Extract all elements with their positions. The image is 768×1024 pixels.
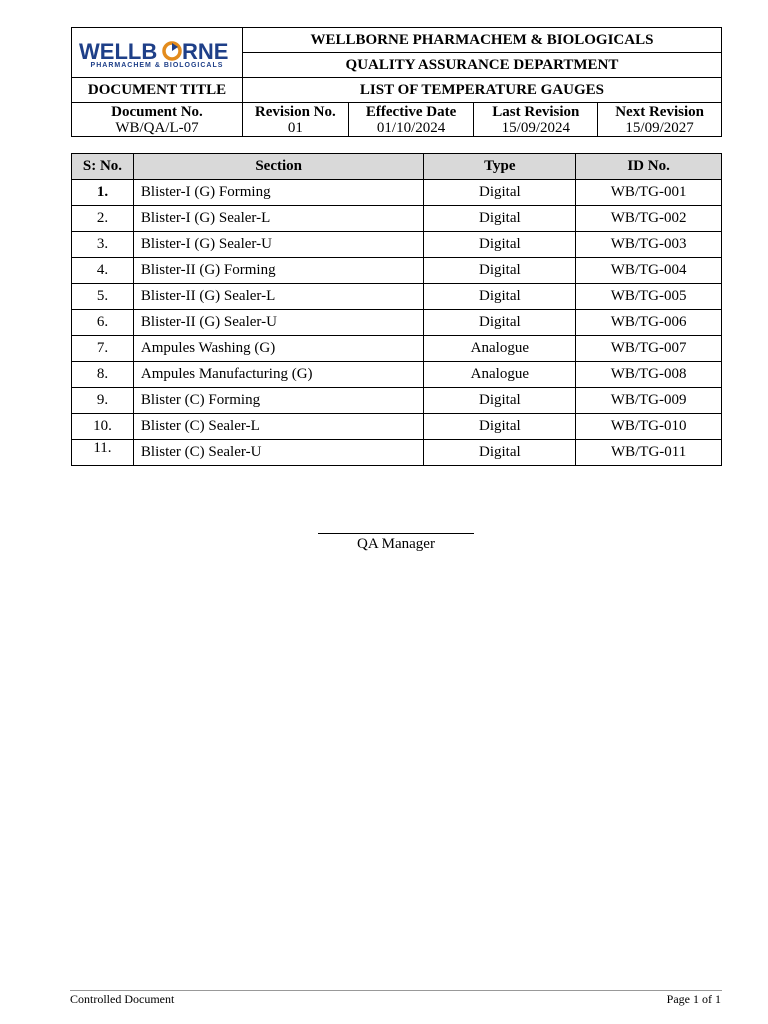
column-header-id: ID No.: [576, 154, 722, 180]
cell-section: Blister-I (G) Sealer-U: [133, 232, 424, 258]
cell-section: Blister-I (G) Sealer-L: [133, 206, 424, 232]
cell-section: Blister (C) Forming: [133, 388, 424, 414]
table-row: [72, 388, 722, 414]
meta-value: 01/10/2024: [376, 120, 446, 136]
table-row: [72, 362, 722, 388]
cell-id: WB/TG-001: [576, 180, 722, 206]
cell-type: Digital: [424, 180, 576, 206]
cell-sno: 1.: [72, 180, 134, 206]
cell-section: Ampules Washing (G): [133, 336, 424, 362]
meta-next-revision: [598, 103, 722, 137]
cell-id: WB/TG-006: [576, 310, 722, 336]
meta-label: Next Revision: [615, 104, 704, 120]
table-row: [72, 180, 722, 206]
footer-page-number: Page 1 of 1: [666, 992, 721, 1006]
cell-sno: 2.: [72, 206, 134, 232]
signature-block: [318, 520, 474, 553]
meta-value: 15/09/2027: [625, 120, 694, 136]
logo-brand-right: RNE: [181, 38, 229, 64]
meta-last-revision: [474, 103, 598, 137]
meta-revision-no: [242, 103, 348, 137]
cell-section: Blister-II (G) Sealer-L: [133, 284, 424, 310]
cell-sno-text: 11.: [93, 440, 112, 456]
cell-type: Analogue: [424, 336, 576, 362]
meta-effective-date: [348, 103, 474, 137]
table-header-row: [72, 154, 722, 180]
cell-sno: 8.: [72, 362, 134, 388]
footer-controlled-document: Controlled Document: [70, 992, 175, 1006]
table-row: [72, 336, 722, 362]
column-header-sno: S: No.: [72, 154, 134, 180]
cell-id: WB/TG-009: [576, 388, 722, 414]
document-title: LIST OF TEMPERATURE GAUGES: [242, 78, 721, 103]
cell-section: Blister-II (G) Forming: [133, 258, 424, 284]
table-row: [72, 258, 722, 284]
cell-section: Blister (C) Sealer-U: [133, 440, 424, 466]
footer-divider: [70, 990, 722, 991]
cell-type: Digital: [424, 388, 576, 414]
cell-type: Digital: [424, 258, 576, 284]
cell-sno: 10.: [72, 414, 134, 440]
cell-section: Blister (C) Sealer-L: [133, 414, 424, 440]
cell-type: Digital: [424, 206, 576, 232]
meta-document-no: [72, 103, 243, 137]
cell-id: WB/TG-008: [576, 362, 722, 388]
cell-section: Blister-I (G) Forming: [133, 180, 424, 206]
cell-id: WB/TG-003: [576, 232, 722, 258]
column-header-section: Section: [133, 154, 424, 180]
cell-id: WB/TG-005: [576, 284, 722, 310]
cell-sno: 3.: [72, 232, 134, 258]
table-row: [72, 284, 722, 310]
meta-label: Document No.: [111, 104, 203, 120]
company-name: WELLBORNE PHARMACHEM & BIOLOGICALS: [242, 28, 721, 53]
cell-id: WB/TG-011: [576, 440, 722, 466]
cell-type: Analogue: [424, 362, 576, 388]
column-header-type: Type: [424, 154, 576, 180]
document-header: [71, 27, 722, 137]
logo-brand-left: WELLB: [78, 38, 158, 64]
table-row: [72, 440, 722, 466]
cell-sno: [72, 440, 134, 466]
cell-sno: 4.: [72, 258, 134, 284]
cell-sno: 5.: [72, 284, 134, 310]
table-row: [72, 232, 722, 258]
wellborne-logo: [77, 37, 237, 69]
cell-type: Digital: [424, 284, 576, 310]
cell-id: WB/TG-010: [576, 414, 722, 440]
table-row: [72, 206, 722, 232]
cell-section: Ampules Manufacturing (G): [133, 362, 424, 388]
signature-label: QA Manager: [357, 536, 435, 552]
cell-type: Digital: [424, 310, 576, 336]
table-row: [72, 310, 722, 336]
logo-cell: [72, 28, 243, 78]
logo-tagline: PHARMACHEM & BIOLOGICALS: [90, 61, 224, 69]
cell-type: Digital: [424, 414, 576, 440]
meta-value: 15/09/2024: [501, 120, 570, 136]
signature-line: [318, 520, 474, 534]
meta-value: 01: [287, 120, 303, 136]
temperature-gauges-table: [71, 153, 722, 466]
cell-type: Digital: [424, 232, 576, 258]
cell-sno: 9.: [72, 388, 134, 414]
cell-id: WB/TG-002: [576, 206, 722, 232]
cell-type: Digital: [424, 440, 576, 466]
meta-label: Last Revision: [492, 104, 580, 120]
meta-value: WB/QA/L-07: [115, 120, 199, 136]
cell-sno: 7.: [72, 336, 134, 362]
meta-label: Revision No.: [254, 104, 336, 120]
cell-sno: 6.: [72, 310, 134, 336]
document-title-label: DOCUMENT TITLE: [72, 78, 243, 103]
department-name: QUALITY ASSURANCE DEPARTMENT: [242, 53, 721, 78]
meta-label: Effective Date: [365, 104, 457, 120]
table-row: [72, 414, 722, 440]
cell-section: Blister-II (G) Sealer-U: [133, 310, 424, 336]
cell-id: WB/TG-007: [576, 336, 722, 362]
cell-id: WB/TG-004: [576, 258, 722, 284]
